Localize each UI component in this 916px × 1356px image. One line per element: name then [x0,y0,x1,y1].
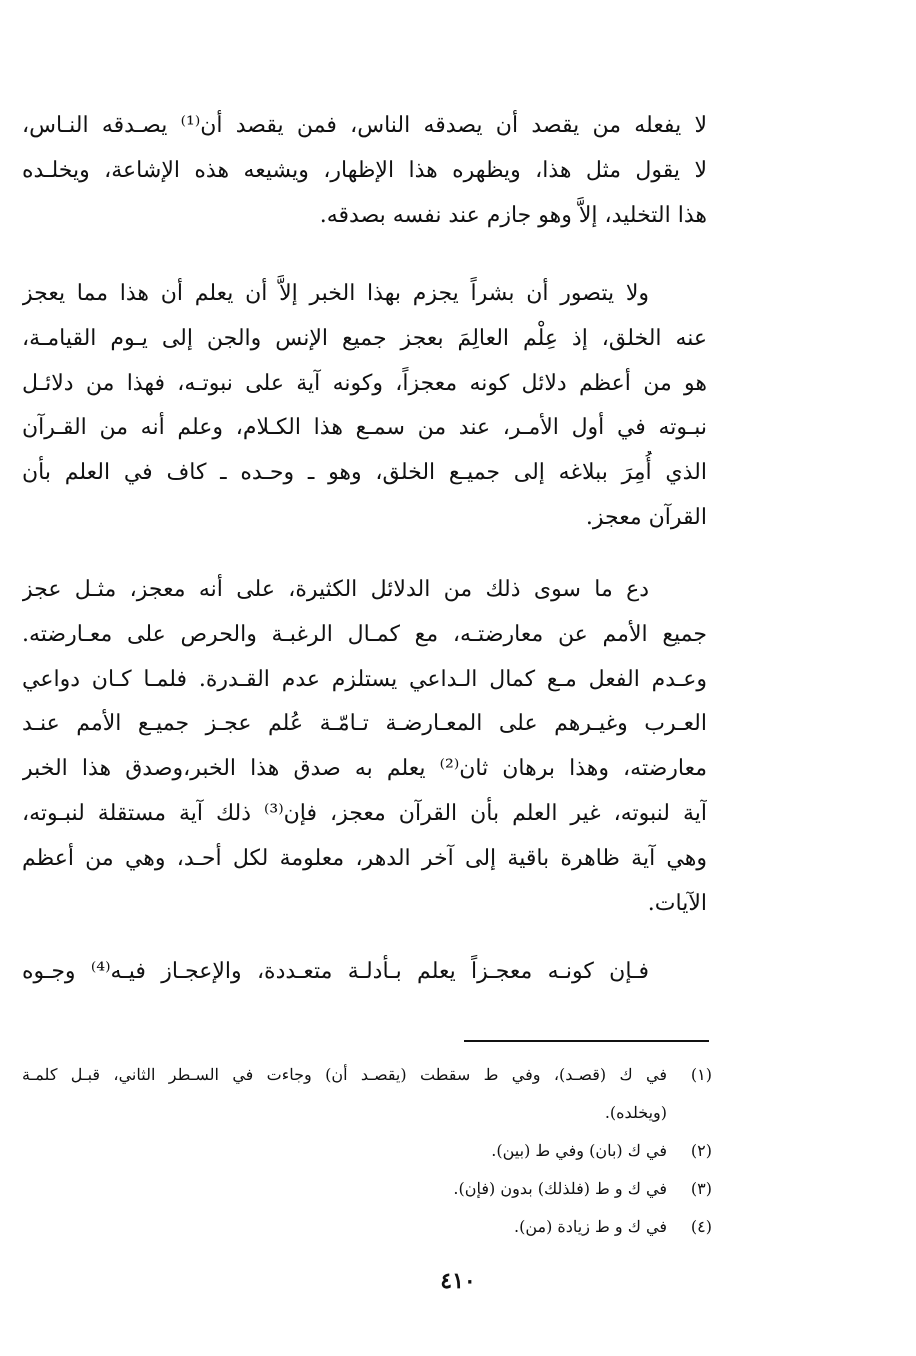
footnote-line: في ك و ط (فلذلك) بدون (فإن). [453,1179,667,1198]
footnote-line: (ويخلده). [604,1103,667,1122]
footnote-number: (٣) [690,1179,712,1198]
footnote-divider [464,1040,709,1042]
text-line: نبـوته في أول الأمـر، عند من سمـع هذا الكـلام، وعلم أنه من القـرآن [22,415,707,441]
footnote-text [22,1208,667,1246]
text-line: عنه الخلق، إذ عِلْم العالِمَ بعجز جميع الإنس والجن إلى يـوم القيامـة، [22,325,707,351]
paragraph-4 [22,950,707,995]
footnote-4 [22,1208,712,1246]
page-number: ٤١٠ [440,1268,476,1294]
text-line: وعـدم الفعل مـع كمال الـداعي يستلزم عدم القـدرة. فلمـا كـان دواعي [22,666,707,692]
paragraph-3 [22,568,707,926]
footnote-line: في ك (قصـد)، وفي ط سقطت (يقصـد أن) وجاءت في السـطر الثاني، قبـل كلمـة [22,1065,667,1084]
text-line: الآيات. [647,890,707,916]
footnote-line: في ك (بان) وفي ط (بين). [491,1141,667,1160]
text-line: آية لنبوته، غير العلم بأن القرآن معجز، فإن⁽³⁾ ذلك آية مستقلة لنبـوته، [22,800,707,826]
text-line: هذا التخليد، إلاَّ وهو جازم عند نفسه بصدقه. [319,202,707,228]
footnote-number: (١) [690,1065,712,1084]
footnote-3 [22,1170,712,1208]
text-line: دع ما سوى ذلك من الدلائل الكثيرة، على أنه معجز، مثـل عجز [22,577,649,602]
text-line: العـرب وغيـرهم على المعـارضـة تـامّـة عُلم عجـز جميـع الأمم عنـد [22,711,707,737]
text-line: لا يفعله من يقصد أن يصدقه الناس، فمن يقصد أن⁽¹⁾ يصـدقه النـاس، [22,113,707,138]
paragraph-2 [22,272,707,541]
paragraph-1 [22,104,707,238]
text-line: الذي أُمِرَ ببلاغه إلى جميـع الخلق، وهو ـ وحـده ـ كاف في العلم بأن [22,460,707,486]
footnote-line: في ك و ط زيادة (من). [513,1217,667,1236]
footnote-text [22,1056,667,1132]
footnotes [22,1056,712,1246]
text-line: لا يقول مثل هذا، ويظهره هذا الإظهار، ويشيعه هذه الإشاعة، ويخلـده [22,157,707,183]
text-line: القرآن معجز. [585,504,707,530]
footnote-number: (٤) [690,1217,712,1236]
footnote-2 [22,1132,712,1170]
footnote-text [22,1170,667,1208]
text-line: هو من أعظم دلائل كونه معجزاً، وكونه آية على نبوتـه، فهذا من دلائـل [22,370,707,396]
footnote-1 [22,1056,712,1132]
footnote-text [22,1132,667,1170]
text-line: ولا يتصور أن بشراً يجزم بهذا الخبر إلاَّ أن يعلم أن هذا مما يعجز [22,281,649,306]
text-line: فـإن كونـه معجـزاً يعلم بـأدلـة متعـددة، والإعجـاز فيـه⁽⁴⁾ وجـوه [22,959,649,984]
footnote-number: (٢) [690,1141,712,1160]
text-line: معارضته، وهذا برهان ثان⁽²⁾ يعلم به صدق هذا الخبر،وصدق هذا الخبر [22,756,707,782]
text-line: وهي آية ظاهرة باقية إلى آخر الدهر، معلومة لكل أحـد، وهي من أعظم [22,845,707,871]
text-line: جميع الأمم عن معارضتـه، مع كمـال الرغبـة والحرص على معـارضته. [22,621,707,647]
